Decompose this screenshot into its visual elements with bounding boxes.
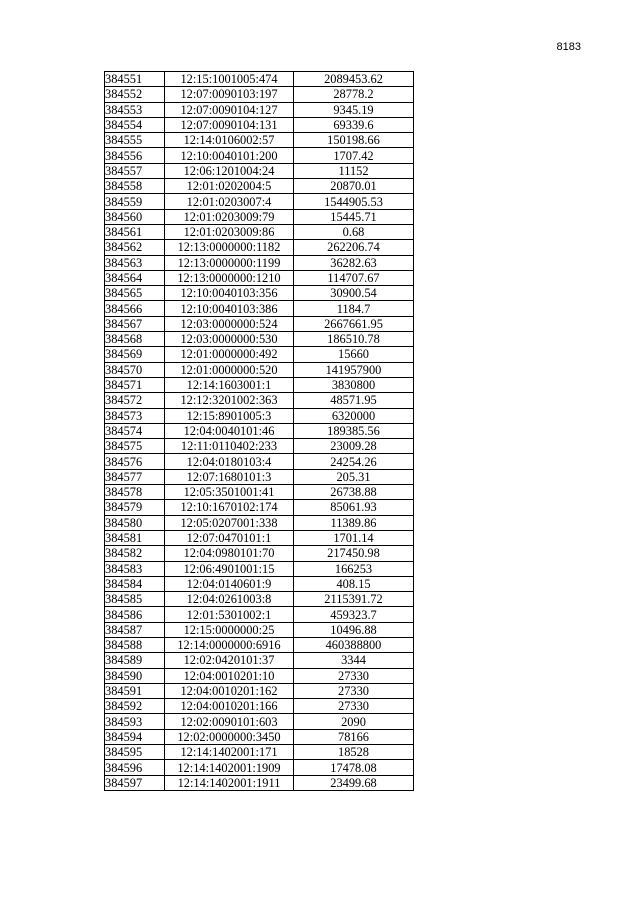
row-id-cell: 384579 — [105, 500, 165, 515]
row-id-cell: 384561 — [105, 224, 165, 239]
cadastral-number-cell: 12:02:0090101:603 — [165, 714, 294, 729]
page-number: 8183 — [556, 41, 581, 53]
cadastral-number-cell: 12:10:0040103:356 — [165, 286, 294, 301]
row-id-cell: 384582 — [105, 546, 165, 561]
row-id-cell: 384565 — [105, 286, 165, 301]
row-id-cell: 384553 — [105, 102, 165, 117]
table-row — [105, 576, 414, 591]
table-row — [105, 224, 414, 239]
row-id-cell: 384581 — [105, 530, 165, 545]
cadastral-number-cell: 12:02:0420101:37 — [165, 653, 294, 668]
cadastral-number-cell: 12:07:0090104:131 — [165, 117, 294, 132]
cadastral-number-cell: 12:10:0040103:386 — [165, 301, 294, 316]
value-cell: 6320000 — [294, 408, 414, 423]
row-id-cell: 384556 — [105, 148, 165, 163]
table-row — [105, 332, 414, 347]
cadastral-number-cell: 12:14:0000000:6916 — [165, 637, 294, 652]
value-cell: 15445.71 — [294, 209, 414, 224]
table-row — [105, 286, 414, 301]
table-row — [105, 301, 414, 316]
value-cell: 78166 — [294, 729, 414, 744]
row-id-cell: 384551 — [105, 72, 165, 87]
value-cell: 262206.74 — [294, 240, 414, 255]
table-row — [105, 699, 414, 714]
table-row — [105, 714, 414, 729]
table-row — [105, 439, 414, 454]
cadastral-number-cell: 12:01:0000000:520 — [165, 362, 294, 377]
row-id-cell: 384576 — [105, 454, 165, 469]
cadastral-number-cell: 12:02:0000000:3450 — [165, 729, 294, 744]
value-cell: 186510.78 — [294, 332, 414, 347]
cadastral-number-cell: 12:15:8901005:3 — [165, 408, 294, 423]
row-id-cell: 384566 — [105, 301, 165, 316]
cadastral-number-cell: 12:04:0010201:162 — [165, 683, 294, 698]
table-row — [105, 179, 414, 194]
cadastral-number-cell: 12:14:0106002:57 — [165, 133, 294, 148]
cadastral-number-cell: 12:05:3501001:41 — [165, 485, 294, 500]
cadastral-number-cell: 12:03:0000000:530 — [165, 332, 294, 347]
table-row — [105, 408, 414, 423]
table-row — [105, 485, 414, 500]
row-id-cell: 384580 — [105, 515, 165, 530]
table-row — [105, 362, 414, 377]
cadastral-number-cell: 12:10:1670102:174 — [165, 500, 294, 515]
row-id-cell: 384559 — [105, 194, 165, 209]
value-cell: 459323.7 — [294, 607, 414, 622]
cadastral-number-cell: 12:04:0010201:10 — [165, 668, 294, 683]
row-id-cell: 384564 — [105, 270, 165, 285]
table-row — [105, 194, 414, 209]
value-cell: 408.15 — [294, 576, 414, 591]
cadastral-number-cell: 12:04:0180103:4 — [165, 454, 294, 469]
table-row — [105, 163, 414, 178]
table-row — [105, 607, 414, 622]
cadastral-number-cell: 12:13:0000000:1210 — [165, 270, 294, 285]
cadastral-number-cell: 12:04:0040101:46 — [165, 423, 294, 438]
value-cell: 9345.19 — [294, 102, 414, 117]
value-cell: 2667661.95 — [294, 316, 414, 331]
cadastral-number-cell: 12:03:0000000:524 — [165, 316, 294, 331]
table-row — [105, 347, 414, 362]
row-id-cell: 384571 — [105, 377, 165, 392]
value-cell: 141957900 — [294, 362, 414, 377]
value-cell: 2090 — [294, 714, 414, 729]
cadastral-number-cell: 12:07:0090104:127 — [165, 102, 294, 117]
cadastral-number-cell: 12:04:0261003:8 — [165, 592, 294, 607]
table-row — [105, 469, 414, 484]
row-id-cell: 384554 — [105, 117, 165, 132]
row-id-cell: 384585 — [105, 592, 165, 607]
value-cell: 150198.66 — [294, 133, 414, 148]
value-cell: 36282.63 — [294, 255, 414, 270]
table-row — [105, 760, 414, 775]
table-row — [105, 515, 414, 530]
value-cell: 2089453.62 — [294, 72, 414, 87]
table-row — [105, 377, 414, 392]
value-cell: 1701.14 — [294, 530, 414, 545]
value-cell: 11152 — [294, 163, 414, 178]
table-row — [105, 423, 414, 438]
cadastral-number-cell: 12:10:0040101:200 — [165, 148, 294, 163]
row-id-cell: 384596 — [105, 760, 165, 775]
value-cell: 3830800 — [294, 377, 414, 392]
value-cell: 166253 — [294, 561, 414, 576]
value-cell: 17478.08 — [294, 760, 414, 775]
table-row — [105, 270, 414, 285]
row-id-cell: 384594 — [105, 729, 165, 744]
row-id-cell: 384557 — [105, 163, 165, 178]
table-body — [105, 72, 414, 791]
table-row — [105, 454, 414, 469]
value-cell: 26738.88 — [294, 485, 414, 500]
row-id-cell: 384569 — [105, 347, 165, 362]
row-id-cell: 384562 — [105, 240, 165, 255]
value-cell: 114707.67 — [294, 270, 414, 285]
cadastral-number-cell: 12:12:3201002:363 — [165, 393, 294, 408]
data-table — [104, 71, 414, 791]
table-row — [105, 500, 414, 515]
value-cell: 460388800 — [294, 637, 414, 652]
value-cell: 11389.86 — [294, 515, 414, 530]
table-row — [105, 255, 414, 270]
table-row — [105, 683, 414, 698]
value-cell: 30900.54 — [294, 286, 414, 301]
value-cell: 27330 — [294, 683, 414, 698]
value-cell: 1184.7 — [294, 301, 414, 316]
table-row — [105, 102, 414, 117]
table-row — [105, 87, 414, 102]
value-cell: 205.31 — [294, 469, 414, 484]
value-cell: 24254.26 — [294, 454, 414, 469]
cadastral-number-cell: 12:14:1603001:1 — [165, 377, 294, 392]
value-cell: 85061.93 — [294, 500, 414, 515]
row-id-cell: 384577 — [105, 469, 165, 484]
value-cell: 3344 — [294, 653, 414, 668]
row-id-cell: 384592 — [105, 699, 165, 714]
row-id-cell: 384584 — [105, 576, 165, 591]
row-id-cell: 384563 — [105, 255, 165, 270]
table-row — [105, 209, 414, 224]
table-row — [105, 653, 414, 668]
value-cell: 48571.95 — [294, 393, 414, 408]
cadastral-number-cell: 12:13:0000000:1199 — [165, 255, 294, 270]
table-row — [105, 117, 414, 132]
row-id-cell: 384552 — [105, 87, 165, 102]
cadastral-number-cell: 12:01:0203009:79 — [165, 209, 294, 224]
row-id-cell: 384583 — [105, 561, 165, 576]
value-cell: 28778.2 — [294, 87, 414, 102]
table-row — [105, 393, 414, 408]
cadastral-number-cell: 12:01:0202004:5 — [165, 179, 294, 194]
value-cell: 27330 — [294, 699, 414, 714]
row-id-cell: 384558 — [105, 179, 165, 194]
row-id-cell: 384587 — [105, 622, 165, 637]
value-cell: 18528 — [294, 745, 414, 760]
cadastral-number-cell: 12:06:4901001:15 — [165, 561, 294, 576]
value-cell: 1707.42 — [294, 148, 414, 163]
cadastral-number-cell: 12:11:0110402:233 — [165, 439, 294, 454]
table-row — [105, 745, 414, 760]
row-id-cell: 384575 — [105, 439, 165, 454]
row-id-cell: 384573 — [105, 408, 165, 423]
row-id-cell: 384589 — [105, 653, 165, 668]
row-id-cell: 384572 — [105, 393, 165, 408]
row-id-cell: 384597 — [105, 775, 165, 790]
row-id-cell: 384586 — [105, 607, 165, 622]
cadastral-number-cell: 12:07:0090103:197 — [165, 87, 294, 102]
cadastral-number-cell: 12:06:1201004:24 — [165, 163, 294, 178]
value-cell: 10496.88 — [294, 622, 414, 637]
row-id-cell: 384570 — [105, 362, 165, 377]
row-id-cell: 384588 — [105, 637, 165, 652]
value-cell: 69339.6 — [294, 117, 414, 132]
table-row — [105, 546, 414, 561]
cadastral-number-cell: 12:07:0470101:1 — [165, 530, 294, 545]
cadastral-number-cell: 12:14:1402001:171 — [165, 745, 294, 760]
cadastral-number-cell: 12:01:0000000:492 — [165, 347, 294, 362]
cadastral-number-cell: 12:01:0203009:86 — [165, 224, 294, 239]
cadastral-number-cell: 12:04:0010201:166 — [165, 699, 294, 714]
cadastral-number-cell: 12:04:0140601:9 — [165, 576, 294, 591]
table-row — [105, 530, 414, 545]
row-id-cell: 384595 — [105, 745, 165, 760]
cadastral-number-cell: 12:15:0000000:25 — [165, 622, 294, 637]
row-id-cell: 384574 — [105, 423, 165, 438]
cadastral-number-cell: 12:14:1402001:1911 — [165, 775, 294, 790]
row-id-cell: 384578 — [105, 485, 165, 500]
value-cell: 0.68 — [294, 224, 414, 239]
table-row — [105, 622, 414, 637]
value-cell: 23499.68 — [294, 775, 414, 790]
cadastral-number-cell: 12:01:5301002:1 — [165, 607, 294, 622]
table-row — [105, 148, 414, 163]
value-cell: 20870.01 — [294, 179, 414, 194]
row-id-cell: 384560 — [105, 209, 165, 224]
row-id-cell: 384590 — [105, 668, 165, 683]
table-row — [105, 775, 414, 790]
value-cell: 27330 — [294, 668, 414, 683]
value-cell: 1544905.53 — [294, 194, 414, 209]
value-cell: 15660 — [294, 347, 414, 362]
row-id-cell: 384555 — [105, 133, 165, 148]
row-id-cell: 384567 — [105, 316, 165, 331]
cadastral-number-cell: 12:04:0980101:70 — [165, 546, 294, 561]
cadastral-number-cell: 12:13:0000000:1182 — [165, 240, 294, 255]
value-cell: 189385.56 — [294, 423, 414, 438]
table-row — [105, 592, 414, 607]
cadastral-number-cell: 12:15:1001005:474 — [165, 72, 294, 87]
cadastral-number-cell: 12:14:1402001:1909 — [165, 760, 294, 775]
value-cell: 23009.28 — [294, 439, 414, 454]
value-cell: 217450.98 — [294, 546, 414, 561]
table-row — [105, 72, 414, 87]
row-id-cell: 384568 — [105, 332, 165, 347]
cadastral-number-cell: 12:01:0203007:4 — [165, 194, 294, 209]
table-row — [105, 240, 414, 255]
row-id-cell: 384591 — [105, 683, 165, 698]
cadastral-number-cell: 12:05:0207001:338 — [165, 515, 294, 530]
row-id-cell: 384593 — [105, 714, 165, 729]
cadastral-number-cell: 12:07:1680101:3 — [165, 469, 294, 484]
table-row — [105, 729, 414, 744]
table-row — [105, 133, 414, 148]
table-row — [105, 668, 414, 683]
value-cell: 2115391.72 — [294, 592, 414, 607]
table-row — [105, 561, 414, 576]
table-row — [105, 637, 414, 652]
table-row — [105, 316, 414, 331]
